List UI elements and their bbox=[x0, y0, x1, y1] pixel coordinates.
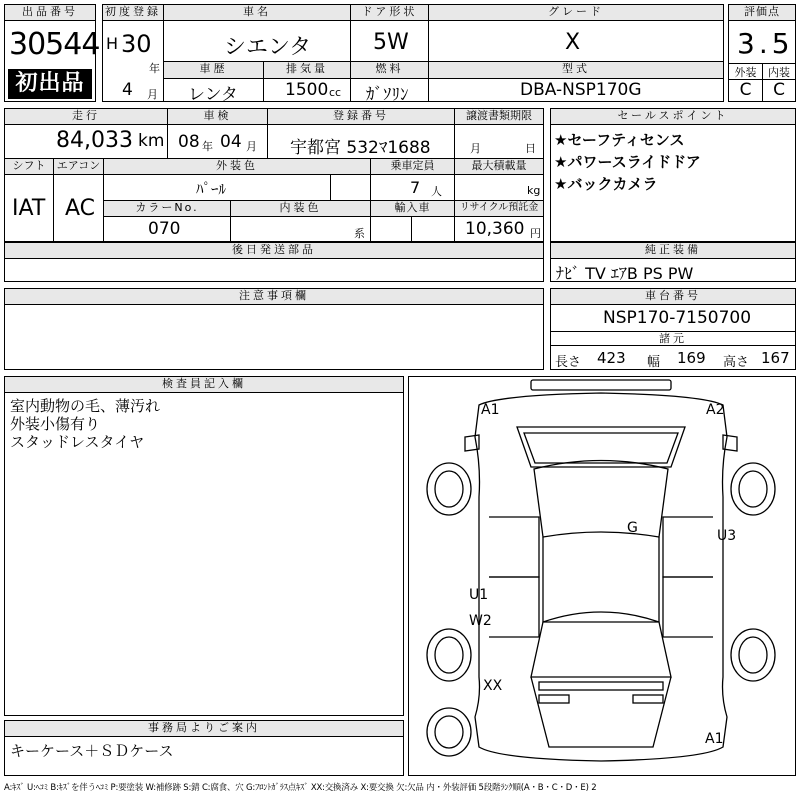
damage-mark: XX bbox=[483, 678, 503, 694]
inspection-year: 08 bbox=[178, 132, 200, 152]
damage-mark: A1 bbox=[705, 731, 724, 747]
notes-box bbox=[4, 288, 544, 370]
dims-label: 諸元 bbox=[551, 331, 795, 346]
sales-points-label: セールスポイント bbox=[551, 109, 795, 125]
chassis-value: NSP170-7150700 bbox=[603, 308, 752, 328]
inspection-month: 04 bbox=[220, 132, 242, 152]
office-label: 事務局よりご案内 bbox=[5, 721, 403, 737]
reg-era: H bbox=[106, 34, 119, 53]
score-label: 評価点 bbox=[729, 5, 795, 21]
notes-label: 注意事項欄 bbox=[5, 289, 543, 305]
lot-box bbox=[4, 4, 100, 102]
chassis-label: 車台番号 bbox=[551, 289, 795, 305]
recycle-unit: 円 bbox=[530, 227, 541, 240]
office-box bbox=[4, 720, 404, 776]
reg-month-unit: 月 bbox=[147, 88, 158, 101]
capacity-value: 7 bbox=[410, 178, 421, 197]
inspector-label: 検査員記入欄 bbox=[5, 377, 403, 393]
inspector-line: スタッドレスタイヤ bbox=[10, 433, 145, 451]
capacity-label: 乗車定員 bbox=[371, 159, 454, 174]
later-parts-label: 後日発送部品 bbox=[5, 243, 543, 259]
score-value: 3.5 bbox=[737, 27, 794, 60]
ext-color-label: 外装色 bbox=[104, 159, 370, 174]
later-parts-box bbox=[4, 242, 544, 282]
displacement-label: 排気量 bbox=[264, 62, 350, 78]
reg-year-unit: 年 bbox=[149, 62, 160, 75]
ext-score-label: 外装 bbox=[734, 66, 757, 79]
model-value: DBA-NSP170G bbox=[520, 80, 642, 100]
transfer-label: 譲渡書類期限 bbox=[455, 109, 543, 124]
int-score-value: C bbox=[773, 80, 785, 100]
int-color-unit: 系 bbox=[354, 227, 365, 240]
capacity-unit: 人 bbox=[431, 185, 442, 198]
int-score-label: 内装 bbox=[768, 66, 790, 79]
length-value: 423 bbox=[597, 349, 626, 367]
recycle-label: リサイクル預託金 bbox=[455, 201, 543, 216]
max-load-unit: kg bbox=[527, 184, 541, 197]
equipment-value: ﾅﾋﾞ TV ｴｱB PS PW bbox=[556, 264, 694, 283]
grade-label: グレード bbox=[429, 5, 723, 20]
door-value: 5W bbox=[373, 30, 409, 55]
equipment-label: 純正装備 bbox=[551, 243, 795, 259]
reg-month-value: 4 bbox=[122, 80, 133, 100]
damage-mark: W2 bbox=[469, 613, 492, 629]
equipment-box bbox=[550, 242, 796, 282]
inspection-year-unit: 年 bbox=[202, 140, 213, 153]
score-box bbox=[728, 4, 796, 102]
inspector-box bbox=[4, 376, 404, 716]
sales-point-item: ★パワースライドドア bbox=[554, 153, 701, 171]
grade-value: X bbox=[565, 30, 581, 55]
displacement-unit: cc bbox=[329, 86, 342, 99]
damage-mark: U3 bbox=[717, 528, 737, 544]
chassis-box bbox=[550, 288, 796, 370]
car-name-label: 車名 bbox=[164, 5, 350, 20]
reg-year-value: 30 bbox=[121, 30, 152, 58]
plate-label: 登録番号 bbox=[268, 109, 454, 124]
history-label: 車歴 bbox=[164, 62, 263, 78]
fuel-label: 燃料 bbox=[351, 62, 428, 78]
legend-text: A:ｷｽﾞ U:ﾍｺﾐ B:ｷｽﾞを伴うﾍｺﾐ P:要塗装 W:補修跡 S:錆 C:腐食、穴 G:ﾌﾛﾝﾄｶﾞﾗｽ点ｷｽﾞ XX:交換済み X:要交換 欠:欠品 内・外装評価 5段階ﾗﾝｸ順(A・B・C・D・E) 2 bbox=[4, 783, 597, 793]
office-value: キーケース＋ＳＤケース bbox=[10, 742, 174, 760]
lot-label: 出品番号 bbox=[5, 5, 95, 21]
max-load-label: 最大積載量 bbox=[455, 159, 543, 174]
damage-mark: U1 bbox=[469, 587, 489, 603]
ext-score-value: C bbox=[739, 80, 752, 100]
shift-value: IAT bbox=[12, 196, 46, 221]
car-diagram-box bbox=[408, 376, 796, 776]
width-label: 幅 bbox=[647, 355, 661, 370]
car-diagram bbox=[409, 377, 795, 775]
mileage-value: 84,033 bbox=[56, 128, 133, 153]
inspector-line: 室内動物の毛、薄汚れ bbox=[10, 397, 161, 415]
aircon-label: エアコン bbox=[54, 159, 103, 174]
height-label: 高さ bbox=[723, 355, 750, 370]
mileage-label: 走行 bbox=[5, 109, 167, 124]
history-value: レンタ bbox=[188, 85, 238, 105]
damage-mark: A1 bbox=[481, 402, 500, 418]
aircon-value: AC bbox=[65, 196, 96, 221]
recycle-value: 10,360 bbox=[465, 219, 525, 239]
length-label: 長さ bbox=[555, 355, 582, 370]
plate-value: 宇都宮 532ﾏ1688 bbox=[290, 138, 431, 158]
color-no-label: カラーNo. bbox=[104, 201, 230, 216]
mileage-unit: km bbox=[138, 131, 165, 151]
shift-label: シフト bbox=[5, 159, 53, 174]
model-label: 型式 bbox=[429, 62, 723, 78]
int-color-label: 内装色 bbox=[231, 201, 370, 216]
import-label: 輸入車 bbox=[371, 201, 454, 216]
damage-mark: A2 bbox=[706, 402, 725, 418]
color-no-value: 070 bbox=[148, 219, 181, 239]
lot-number: 30544 bbox=[9, 27, 100, 62]
displacement-value: 1500 bbox=[285, 80, 329, 100]
damage-mark: G bbox=[627, 520, 638, 536]
width-value: 169 bbox=[677, 349, 706, 367]
reg-year-label: 初度登録 bbox=[105, 5, 161, 18]
sales-point-item: ★バックカメラ bbox=[554, 175, 658, 193]
sales-point-item: ★セーフティセンス bbox=[554, 131, 685, 149]
transfer-month-unit: 月 bbox=[470, 142, 481, 155]
sales-points-box bbox=[550, 108, 796, 242]
door-label: ドア形状 bbox=[351, 5, 428, 20]
ext-color-value: ﾊﾟｰﾙ bbox=[196, 180, 227, 198]
fuel-value: ｶﾞｿﾘﾝ bbox=[366, 85, 409, 105]
inspector-line: 外装小傷有り bbox=[10, 415, 101, 433]
height-value: 167 bbox=[761, 349, 790, 367]
inspection-label: 車検 bbox=[168, 109, 267, 124]
car-name-value: シエンタ bbox=[224, 35, 312, 60]
first-listing-badge: 初出品 bbox=[8, 69, 92, 99]
transfer-day-unit: 日 bbox=[525, 142, 536, 155]
inspection-month-unit: 月 bbox=[246, 140, 257, 153]
